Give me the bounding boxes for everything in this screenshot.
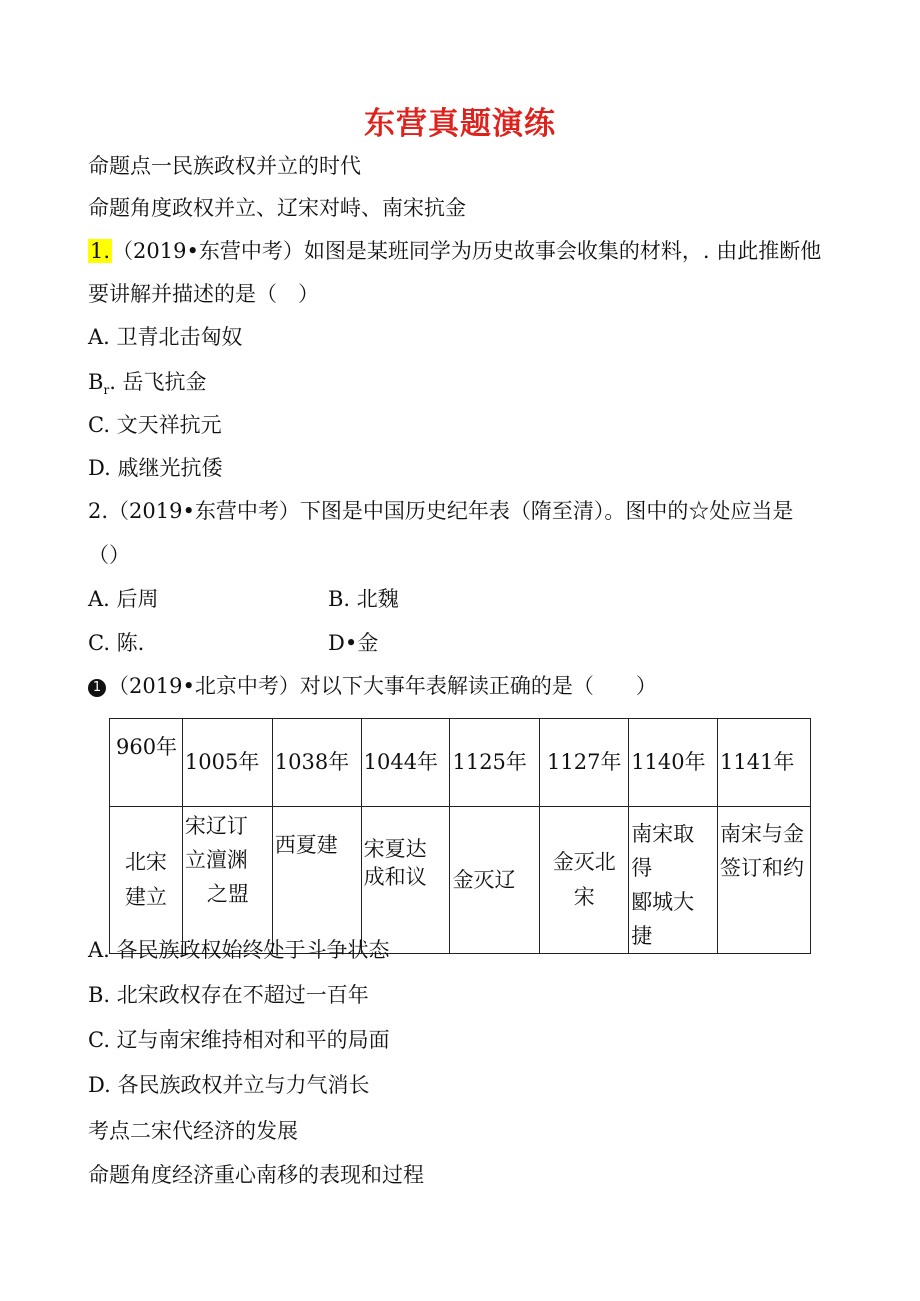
q2-option-d: D•金 [328, 631, 379, 655]
q3-option-c: C. 辽与南宋维持相对和平的局面 [88, 1028, 390, 1052]
event-cell [629, 807, 718, 954]
event-line: 签订和约 [720, 856, 805, 880]
event-line: 金灭辽 [452, 867, 516, 892]
q1-number-highlight: 1. [90, 239, 111, 263]
q2-option-c: C. 陈. [88, 631, 145, 655]
table-row-years [110, 719, 811, 807]
q2-option-a: A. 后周 [88, 587, 159, 611]
event-line: 成和议 [363, 865, 427, 889]
event-line: 南宋与金 [720, 822, 805, 846]
q3-option-d: D. 各民族政权并立与力气消长 [88, 1073, 370, 1097]
event-cell [272, 807, 361, 954]
q3-stem [88, 671, 657, 701]
event-cell [450, 807, 540, 954]
section1-topic: 命题点一民族政权并立的时代 [88, 154, 361, 178]
events-timeline-table [109, 718, 811, 954]
event-line: 宋 [573, 885, 595, 909]
page-title: 东营真题演练 [364, 106, 556, 142]
q2-options-row1 [88, 584, 399, 614]
event-cell [361, 807, 450, 954]
q3-text: （2019•北京中考）对以下大事年表解读正确的是（ ） [108, 674, 657, 698]
q1-stem-line2: 要讲解并描述的是（ ） [88, 282, 319, 306]
q1-option-d: D. 戚继光抗倭 [88, 456, 223, 480]
event-cell [540, 807, 629, 954]
year-cell: 960年 [110, 719, 183, 807]
event-line: 北宋 [124, 850, 167, 874]
q1-option-b-letter: B [88, 370, 104, 394]
event-line: 之盟 [206, 882, 249, 906]
event-line: 南宋取得 [631, 822, 695, 880]
q1-option-b [88, 367, 207, 405]
q1-option-b-sub: r [103, 383, 110, 398]
year-cell: 1127年 [540, 719, 629, 807]
year-cell: 1038年 [272, 719, 361, 807]
event-cell [718, 807, 811, 954]
section1-angle: 命题角度政权并立、辽宋对峙、南宋抗金 [88, 196, 466, 220]
event-line: 建立 [124, 885, 167, 909]
q2-options-row2 [88, 628, 379, 658]
event-line: 宋辽订 [184, 814, 248, 838]
q3-option-b: B. 北宋政权存在不超过一百年 [88, 983, 369, 1007]
q2-stem-line1: 2.（2019•东营中考）下图是中国历史纪年表（隋至清）。图中的☆处应当是 [88, 499, 794, 523]
event-cell [182, 807, 272, 954]
q2-stem-line2: （） [88, 543, 130, 567]
q1-option-b-text: . 岳飞抗金 [109, 370, 207, 394]
q2-option-b: B. 北魏 [328, 587, 399, 611]
q3-number-circle-icon: 1 [88, 679, 106, 697]
event-line: 宋夏达 [363, 837, 427, 861]
event-line: 郾城大捷 [631, 890, 695, 948]
q3-option-a: A. 各民族政权始终处于斗争状态 [88, 938, 390, 962]
q1-stem-line1 [88, 236, 821, 266]
event-line: 立澶渊 [184, 848, 248, 872]
year-cell: 1005年 [182, 719, 272, 807]
year-cell: 1141年 [718, 719, 811, 807]
year-cell: 1140年 [629, 719, 718, 807]
q1-option-a: A. 卫青北击匈奴 [88, 325, 243, 349]
event-line: 西夏建 [274, 833, 338, 857]
section2-topic: 考点二宋代经济的发展 [88, 1119, 298, 1143]
event-cell [110, 807, 183, 954]
q1-option-c: C. 文天祥抗元 [88, 413, 222, 437]
table-row-events [110, 807, 811, 954]
year-cell: 1125年 [450, 719, 540, 807]
event-line: 金灭北 [552, 850, 616, 874]
year-cell: 1044年 [361, 719, 450, 807]
section2-angle: 命题角度经济重心南移的表现和过程 [88, 1163, 424, 1187]
q1-text: （2019•东营中考）如图是某班同学为历史故事会收集的材料，. 由此推断他 [112, 239, 822, 263]
